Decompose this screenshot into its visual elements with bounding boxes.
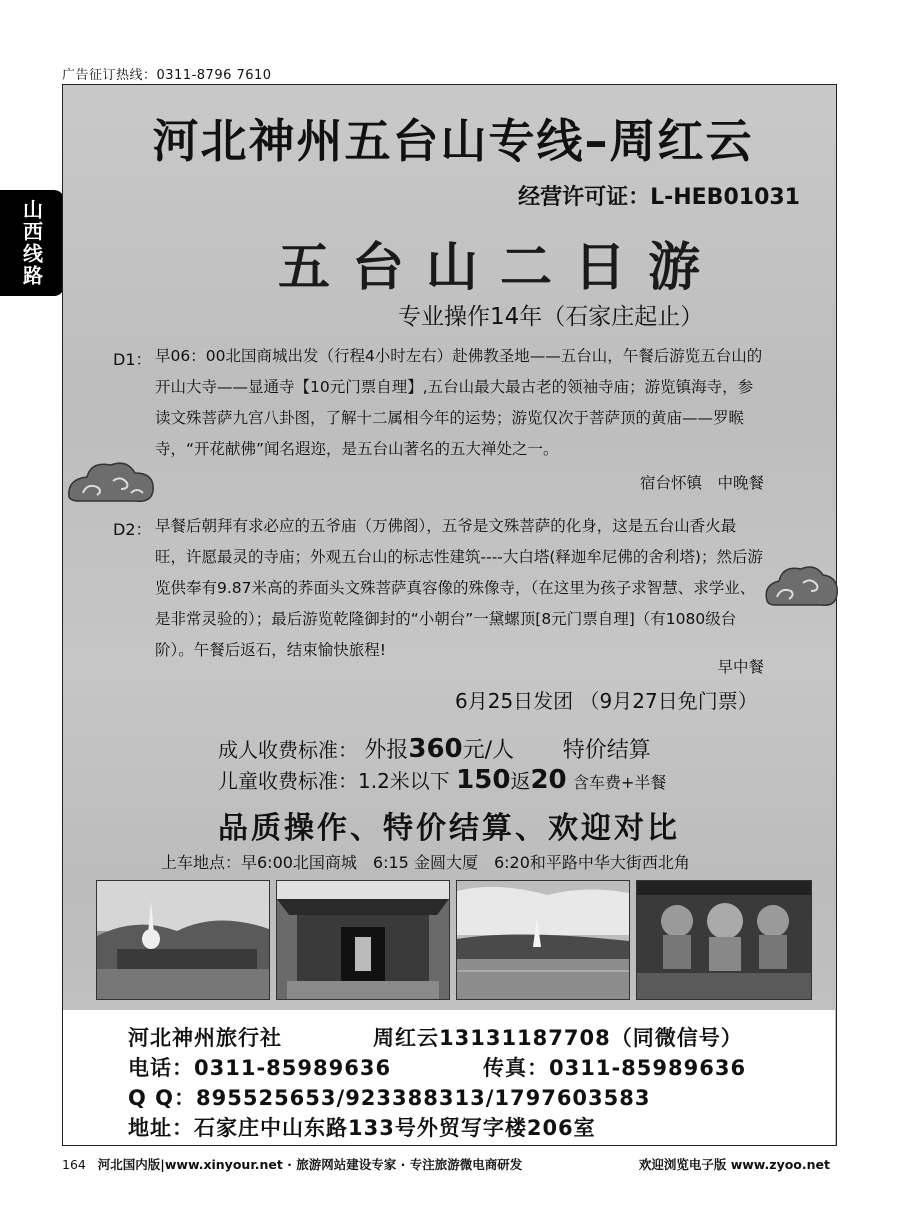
day2-label: D2： (113, 520, 152, 539)
photo-white-pagoda (96, 880, 270, 1000)
page-footer-left (62, 1155, 522, 1173)
adult-price-label: 成人收费标准： (218, 738, 358, 762)
agency-name: 河北神州旅行社 (128, 1026, 282, 1050)
tour-name-calligraphy: 五台山二日游 (278, 237, 723, 298)
child-price-label: 儿童收费标准： (218, 769, 358, 793)
photo-temple-gate (276, 880, 450, 1000)
adult-price-prefix: 外报 (364, 738, 409, 763)
cloud-ornament-icon (763, 561, 838, 611)
photo-buddha-statues (636, 880, 812, 1000)
adult-price-unit: 元/人 (462, 738, 515, 763)
business-license: 经营许可证：L-HEB01031 (518, 185, 800, 210)
section-tab-shanxi-routes[interactable] (0, 190, 64, 296)
day1-itinerary: 早06：00北国商城出发（行程4小时左右）赴佛教圣地——五台山，午餐后游览五台山的开山大寺——显通寺【10元门票自理】,五台山最大最古老的领袖寺庙；游览镇海寺，参读文殊菩萨九宫八卦图，了解十二属相今年的运势；游览仅次于菩萨顶的黄庙——罗睺寺，“开花献佛”闻名遐迩，是五台山著名的五大禅处之一。 (155, 347, 763, 458)
telephone: 电话：0311-85989636 (128, 1056, 392, 1080)
footer-ebook-link[interactable]: 欢迎浏览电子版 www.zyoo.net (638, 1157, 830, 1172)
adult-special-settlement: 特价结算 (562, 738, 651, 763)
child-rebate-value: 20 (530, 765, 567, 795)
child-rebate-word: 返 (510, 769, 531, 793)
contact-block (63, 1010, 835, 1145)
photo-lake-pagoda (456, 880, 630, 1000)
qq-numbers: Q Q：895525653/923388313/1797603583 (128, 1086, 651, 1110)
tour-subtitle: 专业操作14年（石家庄起止） (398, 304, 704, 330)
child-price-value: 150 (456, 765, 511, 795)
departure-date: 6月25日发团 （9月27日免门票） (455, 689, 758, 713)
pickup-points: 上车地点：早6:00北国商城 6:15 金圆大厦 6:20和平路中华大街西北角 (161, 853, 690, 872)
child-price-note: 含车费+半餐 (573, 773, 667, 792)
child-height-limit: 1.2米以下 (358, 769, 450, 793)
adult-price-value: 360 (408, 734, 463, 764)
day2-itinerary: 早餐后朝拜有求必应的五爷庙（万佛阁），五爷是文殊菩萨的化身，这是五台山香火最旺，许愿最灵的寺庙；外观五台山的标志性建筑----大白塔(释迦牟尼佛的舍利塔)；然后游览供奉有9.87米高的荞面头文殊菩萨真容像的殊像寺，（在这里为孩子求智慧、求学业、是非常灵验的）；最后游览乾隆御封的“小朝台”一黛螺顶[8元门票自理]（有1080级台阶）。午餐后返石，结束愉快旅程! (155, 517, 763, 659)
ad-hotline: 广告征订热线：0311-8796 7610 (62, 68, 272, 83)
page-number: 164 (62, 1157, 86, 1172)
contact-person-phone: 周红云13131187708（同微信号） (373, 1026, 743, 1050)
address: 地址：石家庄中山东路133号外贸写字楼206室 (128, 1116, 596, 1140)
section-tab-label: 山西线路 (19, 199, 44, 287)
fax: 传真：0311-85989636 (483, 1056, 747, 1080)
adult-price-row (218, 733, 651, 764)
cloud-ornament-icon (65, 457, 157, 507)
footer-publication: 河北国内版|www.xinyour.net · 旅游网站建设专家 · 专注旅游微电商研发 (97, 1157, 523, 1172)
tour-advertisement (62, 84, 837, 1146)
day1-label: D1： (113, 350, 152, 369)
day2-meals: 早中餐 (717, 658, 764, 676)
slogan: 品质操作、特价结算、欢迎对比 (218, 811, 680, 846)
day1-meal-lodging: 宿台怀镇 中晚餐 (639, 474, 764, 492)
child-price-row (218, 765, 666, 795)
ad-title: 河北神州五台山专线–周红云 (152, 114, 754, 168)
